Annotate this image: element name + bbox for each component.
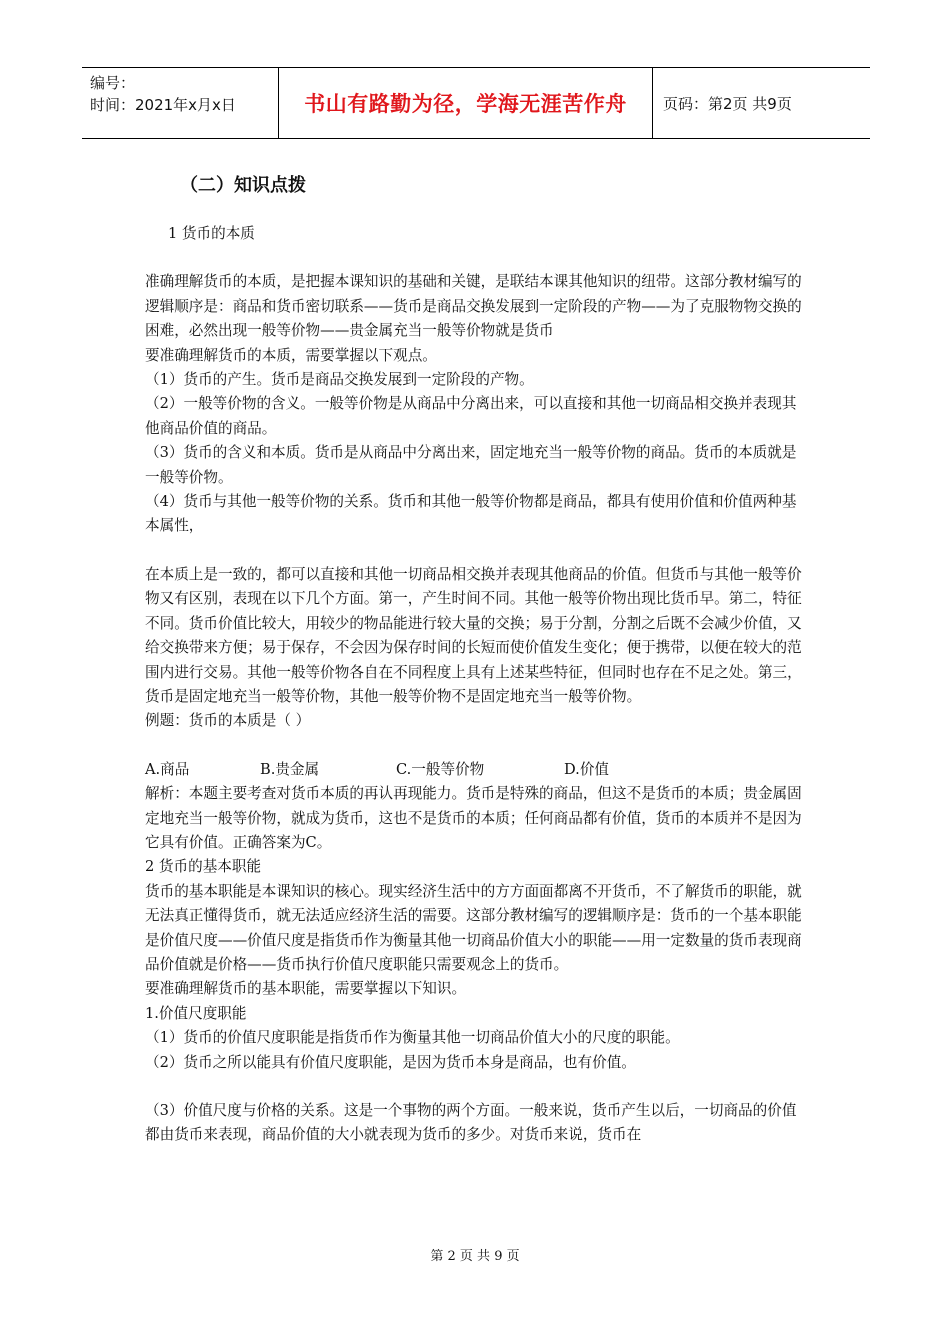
paragraph: 要准确理解货币的基本职能，需要掌握以下知识。 bbox=[145, 980, 467, 998]
heading-money-functions: 2 货币的基本职能 bbox=[145, 858, 262, 876]
page-footer: 第 2 页 共 9 页 bbox=[430, 1249, 520, 1264]
option-c: C.一般等价物 bbox=[396, 760, 485, 778]
header-page-label: 页码：第2页 共9页 bbox=[663, 94, 792, 113]
paragraph: 要准确理解货币的本质，需要掌握以下观点。 bbox=[145, 346, 437, 364]
header-info-cell bbox=[82, 68, 279, 138]
paragraph: （2）货币之所以能具有价值尺度职能，是因为货币本身是商品，也有价值。 bbox=[145, 1053, 636, 1071]
document-header bbox=[82, 67, 870, 139]
paragraph: 在本质上是一致的，都可以直接和其他一切商品相交换并表现其他商品的价值。但货币与其他一般等价物又有区别，表现在以下几个方面。第一，产生时间不同。其他一般等价物出现比货币早。第二，特征不同。货币价值比较大，用较少的物品能进行较大量的交换；易于分割，分割之后既不会减少价值，又给交换带来方便；易于保存，不会因为保存时间的长短而使价值发生变化；便于携带，以便在较大的范围内进行交易。其他一般等价物各自在不同程度上具有上述某些特征，但同时也存在不足之处。第三，货币是固定地充当一般等价物，其他一般等价物不是固定地充当一般等价物。 bbox=[145, 565, 802, 705]
number-label: 编号： bbox=[90, 74, 136, 92]
option-b: B.贵金属 bbox=[260, 760, 320, 778]
paragraph: 货币的基本职能是本课知识的核心。现实经济生活中的方方面面都离不开货币，不了解货币的职能，就无法真正懂得货币，就无法适应经济生活的需要。这部分教材编写的逻辑顺序是：货币的一个基本职能是价值尺度——价值尺度是指货币作为衡量其他一切商品价值大小的职能——用一定数量的货币表现商品价值就是价格——货币执行价值尺度职能只需要观念上的货币。 bbox=[145, 882, 802, 973]
section-title: （二）知识点拨 bbox=[180, 175, 306, 196]
option-d: D.价值 bbox=[564, 760, 610, 778]
paragraph: （1）货币的价值尺度职能是指货币作为衡量其他一切商品价值大小的尺度的职能。 bbox=[145, 1029, 680, 1047]
paragraph: （1）货币的产生。货币是商品交换发展到一定阶段的产物。 bbox=[145, 371, 534, 389]
option-a: A.商品 bbox=[145, 760, 190, 778]
document-body bbox=[145, 222, 810, 1148]
header-motto: 书山有路勤为径，学海无涯苦作舟 bbox=[279, 68, 653, 138]
answer-options bbox=[145, 758, 810, 782]
paragraph: （2）一般等价物的含义。一般等价物是从商品中分离出来，可以直接和其他一切商品相交换并表现其他商品价值的商品。 bbox=[145, 395, 797, 437]
example-question: 例题：货币的本质是（ ） bbox=[145, 712, 311, 730]
paragraph: （3）货币的含义和本质。货币是从商品中分离出来，固定地充当一般等价物的商品。货币的本质就是一般等价物。 bbox=[145, 444, 797, 486]
paragraph: 准确理解货币的本质，是把握本课知识的基础和关键，是联结本课其他知识的纽带。这部分教材编写的逻辑顺序是：商品和货币密切联系——货币是商品交换发展到一定阶段的产物——为了克服物物交换的困难，必然出现一般等价物——贵金属充当一般等价物就是货币 bbox=[145, 273, 802, 340]
paragraph: （3）价值尺度与价格的关系。这是一个事物的两个方面。一般来说，货币产生以后，一切商品的价值都由货币来表现，商品价值的大小就表现为货币的多少。对货币来说，货币在 bbox=[145, 1102, 797, 1144]
subheading-value-measure: 1.价值尺度职能 bbox=[145, 1004, 247, 1022]
paragraph: （4）货币与其他一般等价物的关系。货币和其他一般等价物都是商品，都具有使用价值和价值两种基本属性， bbox=[145, 493, 797, 535]
analysis-paragraph: 解析：本题主要考查对货币本质的再认再现能力。货币是特殊的商品，但这不是货币的本质；贵金属固定地充当一般等价物，就成为货币，这也不是货币的本质；任何商品都有价值，货币的本质并不是因为它具有价值。正确答案为C。 bbox=[145, 785, 802, 851]
heading-money-essence: 1 货币的本质 bbox=[168, 225, 255, 242]
date-label: 时间：2021年x月x日 bbox=[90, 96, 236, 114]
